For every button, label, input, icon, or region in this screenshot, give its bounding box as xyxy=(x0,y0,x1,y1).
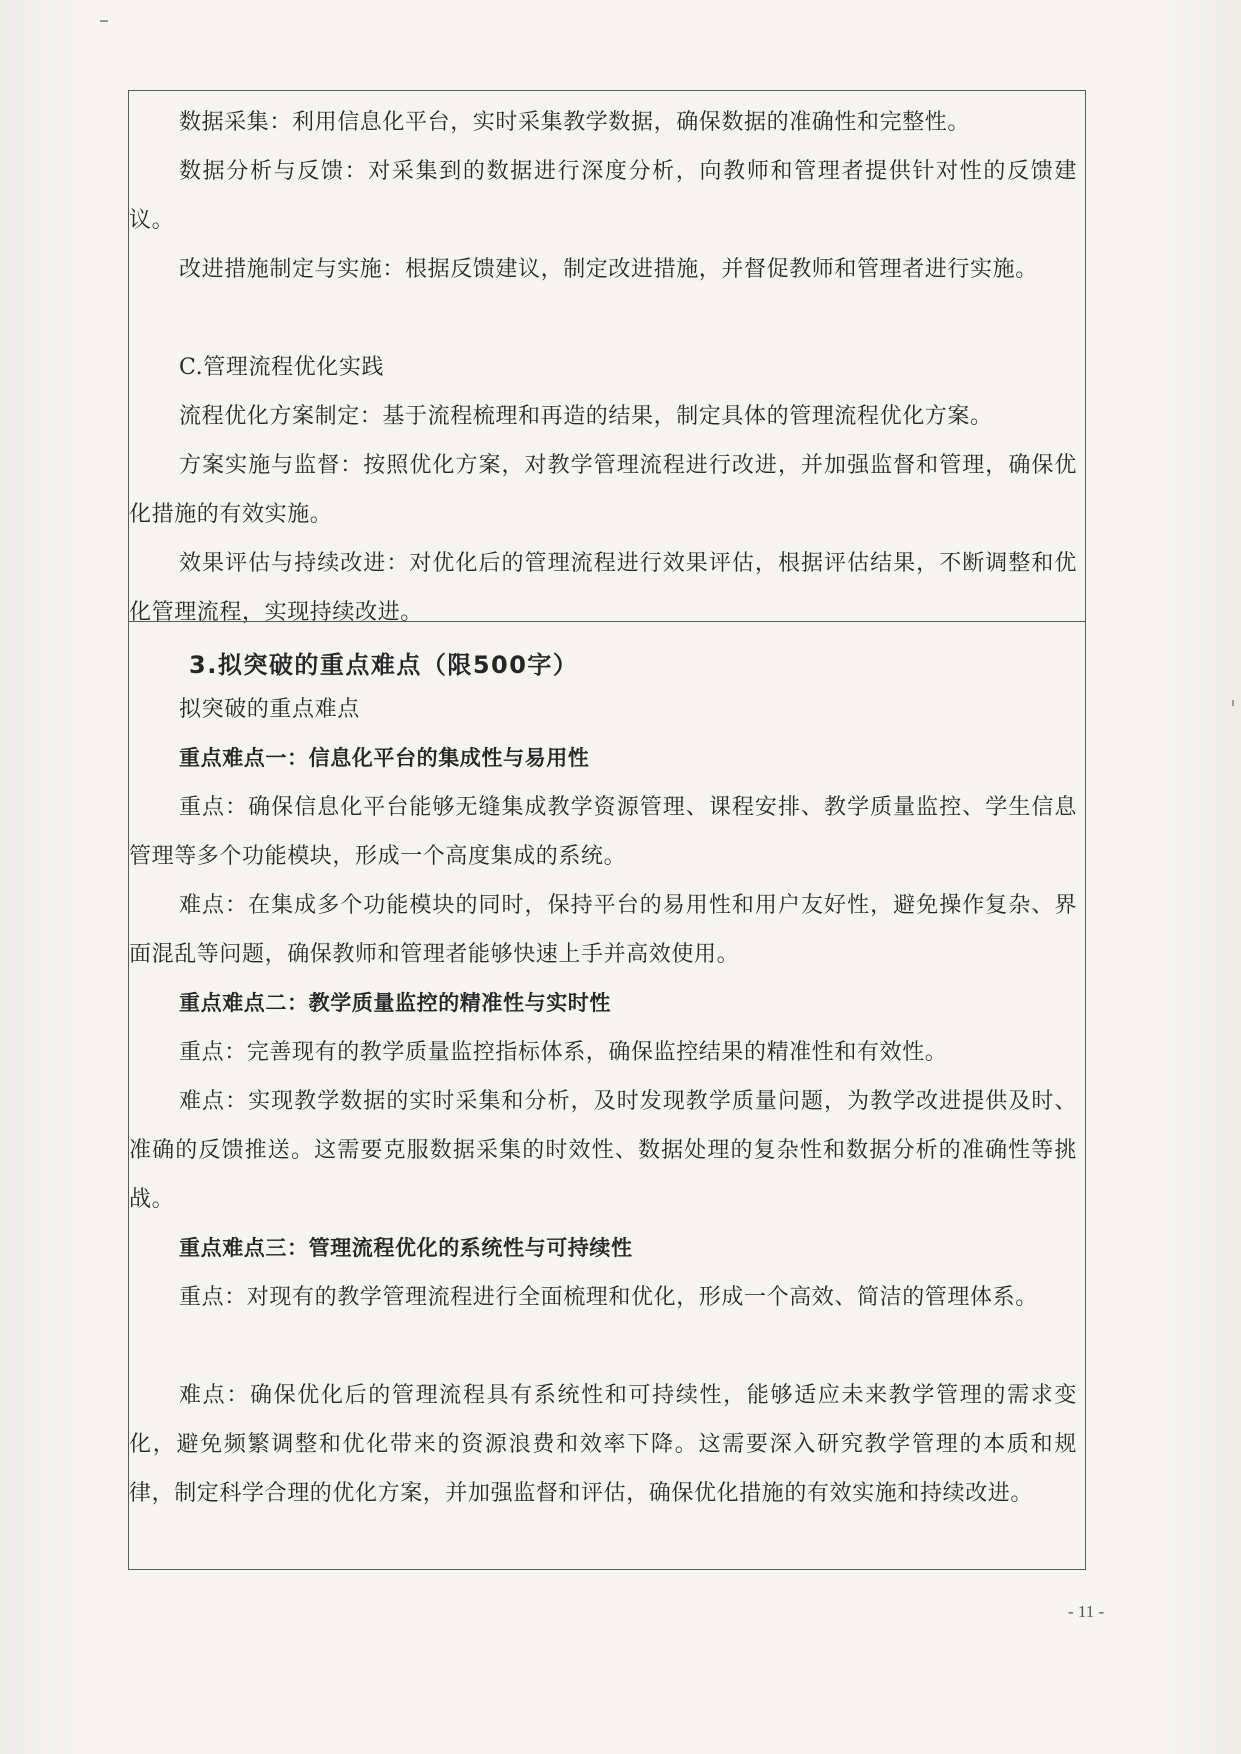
difficulty-3-title: 重点难点三：管理流程优化的系统性与可持续性 xyxy=(179,1236,633,1260)
paragraph-plan-implementation: 方案实施与监督：按照优化方案，对教学管理流程进行改进，并加强监督和管理，确保优化措施的有效实施。 xyxy=(129,453,1077,527)
difficulty-2-focus: 重点：完善现有的教学质量监控指标体系，确保监控结果的精准性和有效性。 xyxy=(179,1040,948,1065)
paragraph-plan-formulation: 流程优化方案制定：基于流程梳理和再造的结果，制定具体的管理流程优化方案。 xyxy=(179,404,993,429)
paragraph-improvement-measures: 改进措施制定与实施：根据反馈建议，制定改进措施，并督促教师和管理者进行实施。 xyxy=(179,257,1038,282)
difficulty-2-title: 重点难点二：教学质量监控的精准性与实时性 xyxy=(179,991,611,1015)
section-c-title: C.管理流程优化实践 xyxy=(179,355,385,380)
difficulty-1-difficulty: 难点：在集成多个功能模块的同时，保持平台的易用性和用户友好性，避免操作复杂、界面混乱等问题，确保教师和管理者能够快速上手并高效使用。 xyxy=(129,893,1077,967)
difficulty-1-title: 重点难点一：信息化平台的集成性与易用性 xyxy=(179,746,590,770)
table-row-divider xyxy=(129,621,1085,622)
paragraph-data-analysis: 数据分析与反馈：对采集到的数据进行深度分析，向教师和管理者提供针对性的反馈建议。 xyxy=(129,159,1077,233)
difficulty-2-difficulty: 难点：实现教学数据的实时采集和分析，及时发现教学质量问题，为教学改进提供及时、准确的反馈推送。这需要克服数据采集的时效性、数据处理的复杂性和数据分析的准确性等挑战。 xyxy=(129,1089,1077,1212)
table-frame xyxy=(128,90,1086,1570)
difficulty-1-focus: 重点：确保信息化平台能够无缝集成教学资源管理、课程安排、教学质量监控、学生信息管理等多个功能模块，形成一个高度集成的系统。 xyxy=(129,795,1077,869)
paragraph-evaluation: 效果评估与持续改进：对优化后的管理流程进行效果评估，根据评估结果，不断调整和优化管理流程，实现持续改进。 xyxy=(129,551,1077,625)
scan-speck xyxy=(100,20,108,22)
difficulty-3-focus: 重点：对现有的教学管理流程进行全面梳理和优化，形成一个高效、简洁的管理体系。 xyxy=(179,1285,1038,1310)
page-number: - 11 - xyxy=(1068,1602,1105,1621)
paragraph-data-collection: 数据采集：利用信息化平台，实时采集教学数据，确保数据的准确性和完整性。 xyxy=(179,110,971,135)
scan-speck xyxy=(1232,700,1234,706)
difficulty-3-difficulty: 难点：确保优化后的管理流程具有系统性和可持续性，能够适应未来教学管理的需求变化，避免频繁调整和优化带来的资源浪费和效率下降。这需要深入研究教学管理的本质和规律，制定科学合理的优化方案，并加强监督和评估，确保优化措施的有效实施和持续改进。 xyxy=(129,1383,1077,1506)
part3-subtitle: 拟突破的重点难点 xyxy=(179,697,360,722)
part3-heading: 3.拟突破的重点难点（限500字） xyxy=(189,651,579,679)
